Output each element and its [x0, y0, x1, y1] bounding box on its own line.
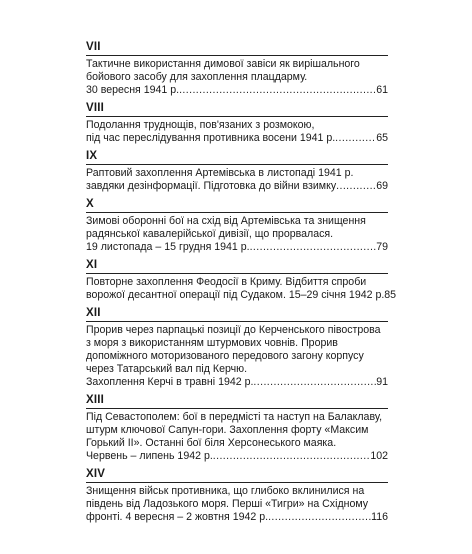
- chapter-vii: [86, 41, 388, 97]
- chapter-number: IX: [86, 150, 98, 162]
- chapter-title-line: 19 листопада – 15 грудня 1941 р.: [86, 241, 250, 253]
- page-number: 91: [376, 376, 388, 388]
- chapter-title-line: Зимові оборонні бої на схід від Артемівська та знищення: [86, 215, 366, 227]
- dot-leader: [250, 241, 377, 254]
- chapter-title-line: Під Севастополем: бої в передмісті та наступ на Балаклаву,: [86, 411, 383, 423]
- chapter-title-line: Червень – липень 1942 р.: [86, 450, 213, 462]
- chapter-title-line: Подолання труднощів, пов'язаних з розмокою,: [86, 119, 315, 131]
- dot-leader: [213, 450, 371, 463]
- chapter-title-line: Знищення військ противника, що глибоко вклинилися на: [86, 485, 365, 497]
- page-number: 65: [376, 132, 388, 144]
- chapter-viii: [86, 102, 388, 145]
- dot-leader: [179, 84, 376, 97]
- chapter-title-line: Повторне захоплення Феодосії в Криму. Відбиття спроби: [86, 276, 367, 288]
- chapter-title-line: штурм ключової Сапун-гори. Захоплення форту «Максим: [86, 424, 369, 436]
- chapter-xiii: [86, 394, 388, 463]
- chapter-xi: [86, 259, 397, 302]
- toc-entry-link[interactable]: [86, 376, 388, 389]
- chapter-title-line: ворожої десантної операції під Судаком. 15–29 січня 1942 р.: [86, 289, 385, 301]
- chapter-number: VIII: [86, 102, 105, 114]
- dot-leader: [268, 511, 371, 524]
- divider: [86, 321, 388, 322]
- chapter-number: XI: [86, 259, 98, 271]
- divider: [86, 408, 388, 409]
- toc-entry-link[interactable]: [86, 241, 388, 254]
- page-number: 61: [376, 84, 388, 96]
- chapter-title-line: радянської кавалерійської дивізії, що прорвалася.: [86, 228, 334, 240]
- chapter-title-line: Горький II». Останні бої біля Херсонеського маяка.: [86, 437, 337, 449]
- dot-leader: [336, 180, 376, 193]
- chapter-title-line: Раптовий захоплення Артемівська в листопаді 1941 р.: [86, 167, 354, 179]
- divider: [86, 482, 388, 483]
- table-of-contents: [86, 41, 397, 529]
- page-number: 79: [376, 241, 388, 253]
- chapter-title-line: південь від Ладозького моря. Перші «Тигри» на Східному: [86, 498, 369, 510]
- page-number: 69: [376, 180, 388, 192]
- chapter-title-line: під час переслідування противника восени 1941 р.: [86, 132, 336, 144]
- chapter-x: [86, 198, 388, 254]
- dot-leader: [253, 376, 376, 389]
- chapter-title-line: Тактичне використання димової завіси як вирішального: [86, 58, 360, 70]
- chapter-title-line: з моря з використанням штурмових човнів. Прорив: [86, 337, 338, 349]
- divider: [86, 116, 388, 117]
- page-number: 102: [370, 450, 388, 462]
- divider: [86, 273, 388, 274]
- chapter-number: XIII: [86, 394, 105, 406]
- toc-entry-link[interactable]: [86, 450, 388, 463]
- toc-entry-link[interactable]: [86, 511, 388, 524]
- chapter-number: X: [86, 198, 94, 210]
- chapter-title-line: завдяки дезінформації. Підготовка до війни взимку: [86, 180, 337, 192]
- chapter-number: VII: [86, 41, 101, 53]
- chapter-title-line: бойового засобу для захоплення плацдарму.: [86, 71, 308, 83]
- chapter-number: XII: [86, 307, 101, 319]
- page-number: 85: [384, 289, 397, 301]
- toc-entry-link[interactable]: [86, 84, 388, 97]
- toc-entry-link[interactable]: [86, 180, 388, 193]
- divider: [86, 164, 388, 165]
- chapter-number: XIV: [86, 468, 106, 480]
- chapter-title-line: Захоплення Керчі в травні 1942 р.: [86, 376, 254, 388]
- chapter-title-line: 30 вересня 1941 р.: [86, 84, 180, 96]
- toc-entry-link[interactable]: [86, 289, 397, 302]
- chapter-title-line: фронті. 4 вересня – 2 жовтня 1942 р.: [86, 511, 269, 523]
- dot-leader: [335, 132, 376, 145]
- chapter-ix: [86, 150, 388, 193]
- page-number: 116: [371, 511, 388, 523]
- chapter-title-line: Прорив через парпацькі позиції до Керченського півострова: [86, 324, 381, 336]
- divider: [86, 212, 388, 213]
- chapter-title-line: через Татарський вал під Керчю.: [86, 363, 248, 375]
- chapter-xii: [86, 307, 388, 389]
- chapter-xiv: [86, 468, 388, 524]
- divider: [86, 55, 388, 56]
- toc-entry-link[interactable]: [86, 132, 388, 145]
- chapter-title-line: допоміжного моторизованого передового загону корпусу: [86, 350, 364, 362]
